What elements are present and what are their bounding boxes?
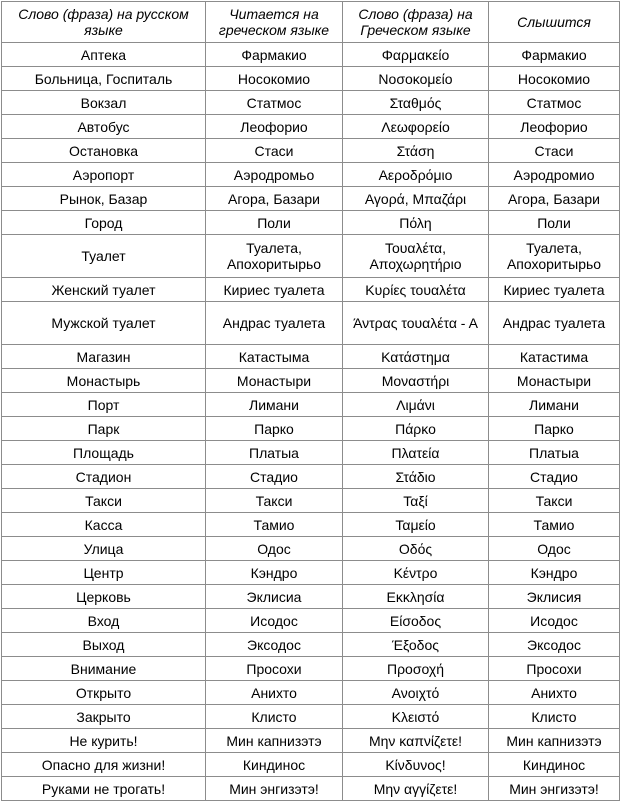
cell-greek: Ανοιχτό xyxy=(343,681,489,705)
cell-greek: Στάδιο xyxy=(343,465,489,489)
cell-russian: Женский туалет xyxy=(2,278,206,302)
cell-transliteration: Агора, Базари xyxy=(206,187,343,211)
cell-greek: Φαρμακείο xyxy=(343,43,489,67)
table-row xyxy=(2,441,620,465)
cell-russian: Парк xyxy=(2,417,206,441)
cell-russian: Открыто xyxy=(2,681,206,705)
table-row xyxy=(2,43,620,67)
cell-pronunciation: Агора, Базари xyxy=(489,187,620,211)
cell-transliteration: Стадио xyxy=(206,465,343,489)
cell-pronunciation: Стаси xyxy=(489,139,620,163)
cell-pronunciation: Тамио xyxy=(489,513,620,537)
cell-transliteration: Эклисиа xyxy=(206,585,343,609)
cell-pronunciation: Эклисия xyxy=(489,585,620,609)
cell-pronunciation: Монастыри xyxy=(489,369,620,393)
cell-russian: Аптека xyxy=(2,43,206,67)
cell-transliteration: Фармакио xyxy=(206,43,343,67)
cell-greek: Προσοχή xyxy=(343,657,489,681)
cell-russian: Аэропорт xyxy=(2,163,206,187)
cell-transliteration: Мин энгизэтэ! xyxy=(206,777,343,801)
cell-greek: Αεροδρόμιο xyxy=(343,163,489,187)
cell-greek: Νοσοκομείο xyxy=(343,67,489,91)
table-row xyxy=(2,115,620,139)
table-row xyxy=(2,537,620,561)
cell-pronunciation: Клисто xyxy=(489,705,620,729)
cell-greek: Πάρκο xyxy=(343,417,489,441)
table-row xyxy=(2,211,620,235)
cell-pronunciation: Парко xyxy=(489,417,620,441)
cell-pronunciation: Мин капнизэтэ xyxy=(489,729,620,753)
cell-transliteration: Лимани xyxy=(206,393,343,417)
table-body xyxy=(2,43,620,801)
table-row xyxy=(2,513,620,537)
cell-greek: Λεωφορείο xyxy=(343,115,489,139)
cell-pronunciation: Кириес туалета xyxy=(489,278,620,302)
table-row xyxy=(2,489,620,513)
cell-transliteration: Статмос xyxy=(206,91,343,115)
cell-pronunciation: Исодос xyxy=(489,609,620,633)
cell-transliteration: Клисто xyxy=(206,705,343,729)
cell-greek: Ταξί xyxy=(343,489,489,513)
header-transliteration: Читается на греческом языке xyxy=(206,2,343,43)
cell-russian: Руками не трогать! xyxy=(2,777,206,801)
cell-pronunciation: Фармакио xyxy=(489,43,620,67)
cell-greek: Άντρας τουαλέτα - Α xyxy=(343,302,489,345)
cell-greek: Τουαλέτα, Αποχωρητήριο xyxy=(343,235,489,278)
cell-transliteration: Тамио xyxy=(206,513,343,537)
cell-russian: Выход xyxy=(2,633,206,657)
table-row xyxy=(2,393,620,417)
header-row xyxy=(2,2,620,43)
table-row xyxy=(2,91,620,115)
cell-russian: Касса xyxy=(2,513,206,537)
cell-greek: Στάση xyxy=(343,139,489,163)
cell-greek: Είσοδος xyxy=(343,609,489,633)
cell-transliteration: Леофорио xyxy=(206,115,343,139)
table-row xyxy=(2,729,620,753)
table-row xyxy=(2,609,620,633)
cell-pronunciation: Такси xyxy=(489,489,620,513)
cell-russian: Город xyxy=(2,211,206,235)
table-row xyxy=(2,705,620,729)
cell-russian: Порт xyxy=(2,393,206,417)
cell-pronunciation: Кэндро xyxy=(489,561,620,585)
cell-greek: Οδός xyxy=(343,537,489,561)
cell-pronunciation: Носокомио xyxy=(489,67,620,91)
cell-russian: Остановка xyxy=(2,139,206,163)
cell-transliteration: Анихто xyxy=(206,681,343,705)
table-row xyxy=(2,585,620,609)
cell-greek: Μην αγγίζετε! xyxy=(343,777,489,801)
cell-pronunciation: Поли xyxy=(489,211,620,235)
cell-russian: Вокзал xyxy=(2,91,206,115)
table-row xyxy=(2,235,620,278)
cell-pronunciation: Андрас туалета xyxy=(489,302,620,345)
table-row xyxy=(2,753,620,777)
cell-transliteration: Мин капнизэтэ xyxy=(206,729,343,753)
cell-russian: Такси xyxy=(2,489,206,513)
cell-greek: Κατάστημα xyxy=(343,345,489,369)
cell-transliteration: Одос xyxy=(206,537,343,561)
cell-russian: Внимание xyxy=(2,657,206,681)
cell-transliteration: Эксодос xyxy=(206,633,343,657)
cell-transliteration: Катастыма xyxy=(206,345,343,369)
header-greek: Слово (фраза) на Греческом языке xyxy=(343,2,489,43)
cell-pronunciation: Леофорио xyxy=(489,115,620,139)
cell-transliteration: Поли xyxy=(206,211,343,235)
header-russian: Слово (фраза) на русском языке xyxy=(2,2,206,43)
table-row xyxy=(2,561,620,585)
cell-transliteration: Киндинос xyxy=(206,753,343,777)
table-row xyxy=(2,278,620,302)
cell-russian: Площадь xyxy=(2,441,206,465)
cell-transliteration: Андрас туалета xyxy=(206,302,343,345)
cell-pronunciation: Просохи xyxy=(489,657,620,681)
cell-pronunciation: Стадио xyxy=(489,465,620,489)
cell-russian: Церковь xyxy=(2,585,206,609)
cell-greek: Αγορά, Μπαζάρι xyxy=(343,187,489,211)
cell-transliteration: Носокомио xyxy=(206,67,343,91)
header-pronunciation: Слышится xyxy=(489,2,620,43)
cell-greek: Κλειστό xyxy=(343,705,489,729)
phrasebook-table xyxy=(1,1,620,801)
cell-pronunciation: Статмос xyxy=(489,91,620,115)
cell-russian: Не курить! xyxy=(2,729,206,753)
cell-greek: Ταμείο xyxy=(343,513,489,537)
cell-transliteration: Платыа xyxy=(206,441,343,465)
cell-greek: Μοναστήρι xyxy=(343,369,489,393)
cell-russian: Монастырь xyxy=(2,369,206,393)
cell-pronunciation: Одос xyxy=(489,537,620,561)
table-row xyxy=(2,369,620,393)
cell-greek: Εκκλησία xyxy=(343,585,489,609)
cell-russian: Улица xyxy=(2,537,206,561)
table-row xyxy=(2,465,620,489)
cell-russian: Опасно для жизни! xyxy=(2,753,206,777)
cell-transliteration: Аэродромьо xyxy=(206,163,343,187)
table-row xyxy=(2,777,620,801)
cell-pronunciation: Эксодос xyxy=(489,633,620,657)
table-row xyxy=(2,633,620,657)
table-row xyxy=(2,139,620,163)
cell-pronunciation: Анихто xyxy=(489,681,620,705)
cell-pronunciation: Мин энгизэтэ! xyxy=(489,777,620,801)
table-row xyxy=(2,345,620,369)
cell-russian: Магазин xyxy=(2,345,206,369)
cell-transliteration: Парко xyxy=(206,417,343,441)
cell-transliteration: Исодос xyxy=(206,609,343,633)
cell-russian: Закрыто xyxy=(2,705,206,729)
cell-greek: Κίνδυνος! xyxy=(343,753,489,777)
cell-transliteration: Кириес туалета xyxy=(206,278,343,302)
cell-russian: Стадион xyxy=(2,465,206,489)
cell-pronunciation: Аэродромио xyxy=(489,163,620,187)
cell-transliteration: Туалета, Апохоритырьо xyxy=(206,235,343,278)
table-row xyxy=(2,657,620,681)
cell-pronunciation: Туалета, Апохоритырьо xyxy=(489,235,620,278)
cell-greek: Μην καπνίζετε! xyxy=(343,729,489,753)
cell-transliteration: Такси xyxy=(206,489,343,513)
cell-greek: Σταθμός xyxy=(343,91,489,115)
cell-transliteration: Кэндро xyxy=(206,561,343,585)
cell-greek: Κέντρο xyxy=(343,561,489,585)
cell-russian: Туалет xyxy=(2,235,206,278)
table-row xyxy=(2,417,620,441)
table-row xyxy=(2,67,620,91)
cell-pronunciation: Киндинос xyxy=(489,753,620,777)
cell-greek: Κυρίες τουαλέτα xyxy=(343,278,489,302)
cell-russian: Больница, Госпиталь xyxy=(2,67,206,91)
cell-greek: Πλατεία xyxy=(343,441,489,465)
table-row xyxy=(2,187,620,211)
cell-russian: Центр xyxy=(2,561,206,585)
cell-transliteration: Стаси xyxy=(206,139,343,163)
table-row xyxy=(2,163,620,187)
cell-greek: Λιμάνι xyxy=(343,393,489,417)
cell-pronunciation: Лимани xyxy=(489,393,620,417)
cell-russian: Автобус xyxy=(2,115,206,139)
table-row xyxy=(2,302,620,345)
cell-pronunciation: Катастима xyxy=(489,345,620,369)
cell-pronunciation: Платыа xyxy=(489,441,620,465)
cell-transliteration: Монастыри xyxy=(206,369,343,393)
cell-transliteration: Просохи xyxy=(206,657,343,681)
table-row xyxy=(2,681,620,705)
cell-russian: Мужской туалет xyxy=(2,302,206,345)
cell-russian: Рынок, Базар xyxy=(2,187,206,211)
cell-greek: Πόλη xyxy=(343,211,489,235)
cell-russian: Вход xyxy=(2,609,206,633)
cell-greek: Έξοδος xyxy=(343,633,489,657)
